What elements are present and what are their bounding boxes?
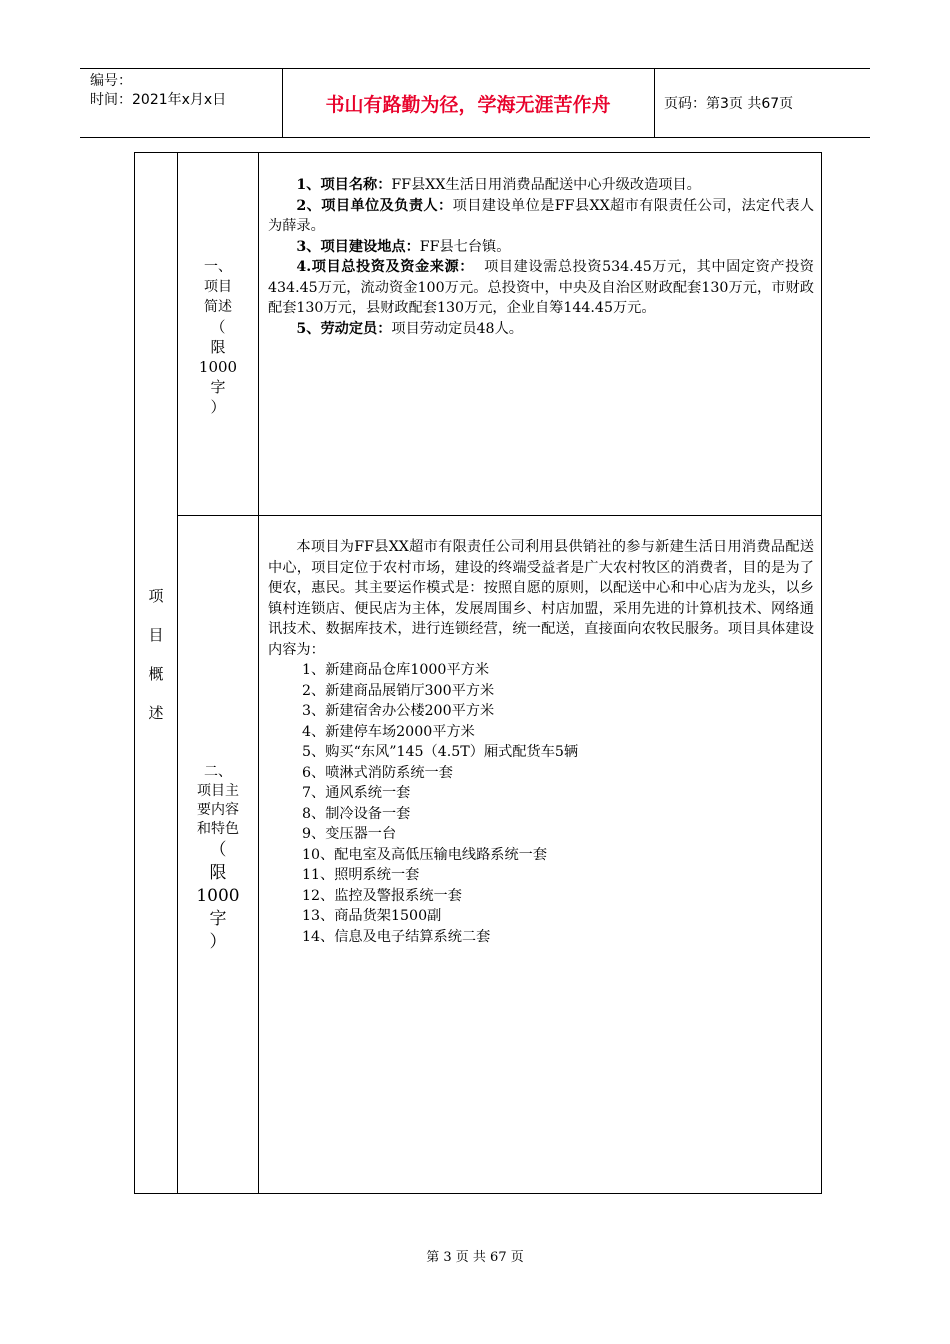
list-item: 9、变压器一台	[302, 826, 397, 842]
section2-label-line: 二、	[204, 764, 232, 780]
item-text: 项目建设需总投资534.45万元，其中固定资产投资434.45万元，流动资金100万元。总投资中，中央及自治区财政配套130万元，市财政配套130万元，县财政配套130万元，企业自筹144.45万元。	[268, 259, 814, 316]
section1-limit-line: ）	[210, 398, 226, 416]
side-label-char: 项	[148, 587, 164, 605]
list-item: 1、新建商品仓库1000平方米	[302, 662, 490, 678]
section2-label	[178, 763, 258, 954]
section1-content	[268, 175, 814, 339]
section1-label	[178, 257, 258, 417]
construction-list	[268, 660, 814, 947]
section2-content	[268, 537, 814, 947]
item-text: 项目劳动定员48人。	[391, 320, 523, 337]
section2-label-line: 和特色	[197, 821, 239, 837]
header-divider	[654, 69, 655, 137]
project-staffing-item	[268, 319, 814, 340]
section2-limit-line: ）	[209, 932, 227, 952]
item-text: 项目建设单位是FF县XX超市有限责任公司，法定代表人为薛录。	[268, 197, 815, 234]
section1-limit-line: 限	[210, 338, 226, 356]
section1-label-line: 项目	[204, 279, 232, 295]
project-investment-item	[268, 257, 814, 319]
table-row-divider	[177, 515, 821, 516]
item-title: 2、项目单位及负责人：	[296, 197, 453, 214]
side-label-project-overview	[135, 577, 177, 733]
list-item: 7、通风系统一套	[302, 785, 411, 801]
project-overview-table	[134, 152, 822, 1194]
list-item: 4、新建停车场2000平方米	[302, 723, 475, 740]
section1-limit-line: 1000	[198, 358, 238, 376]
list-item: 3、新建宿舍办公楼200平方米	[302, 703, 495, 719]
list-item: 13、商品货架1500副	[302, 908, 442, 924]
list-item: 5、购买“东风”145（4.5T）厢式配货车5辆	[302, 744, 579, 760]
item-title: 4.项目总投资及资金来源：	[296, 259, 474, 275]
item-title: 5、劳动定员：	[296, 320, 392, 337]
header-page-info: 页码：第3页 共67页	[664, 96, 794, 112]
section2-limit-line: （	[209, 840, 227, 860]
project-name-item	[268, 175, 814, 196]
list-item: 10、配电室及高低压输电线路系统一套	[302, 846, 548, 863]
project-unit-item	[268, 196, 814, 237]
list-item: 2、新建商品展销厅300平方米	[302, 682, 495, 699]
section1-limit-line: （	[210, 318, 226, 336]
list-item: 8、制冷设备一套	[302, 805, 411, 822]
document-date: 时间：2021年x月x日	[90, 92, 227, 108]
section1-label-line: 一、	[204, 259, 232, 275]
table-column-divider	[258, 153, 259, 1193]
section2-label-line: 要内容	[197, 802, 239, 818]
list-item: 14、信息及电子结算系统二套	[302, 928, 491, 945]
list-item: 6、喷淋式消防系统一套	[302, 764, 453, 781]
document-number-label: 编号：	[90, 73, 132, 89]
page-header	[80, 68, 870, 138]
header-motto: 书山有路勤为径，学海无涯苦作舟	[325, 93, 611, 116]
side-label-char: 概	[148, 665, 164, 683]
side-label-char: 述	[148, 704, 164, 722]
header-meta	[90, 72, 226, 110]
side-label-char: 目	[148, 626, 164, 644]
item-text: FF县XX生活日用消费品配送中心升级改造项目。	[391, 177, 701, 193]
list-item: 12、监控及警报系统一套	[302, 887, 462, 904]
section1-limit-line: 字	[210, 378, 226, 396]
section1-label-line: 简述	[204, 299, 232, 315]
item-title: 1、项目名称：	[296, 177, 392, 193]
page-footer: 第 3 页 共 67 页	[426, 1250, 524, 1265]
item-title: 3、项目建设地点：	[296, 238, 420, 255]
section2-limit-line: 1000	[196, 886, 240, 906]
section2-limit-line: 字	[209, 909, 227, 929]
section2-label-line: 项目主	[197, 783, 239, 799]
item-text: FF县七台镇。	[419, 238, 511, 255]
section2-intro: 本项目为FF县XX超市有限责任公司利用县供销社的参与新建生活日用消费品配送中心，项目定位于农村市场，建设的终端受益者是广大农村牧区的消费者，目的是为了便农，惠民。其主要运作模式是：按照自愿的原则，以配送中心和中心店为龙头，以乡镇村连锁店、便民店为主体，发展周围乡、村店加盟，采用先进的计算机技术、网络通讯技术、数据库技术，进行连锁经营，统一配送，直接面向农牧民服务。项目具体建设内容为：	[268, 539, 814, 658]
section2-limit-line: 限	[209, 863, 227, 883]
project-location-item	[268, 237, 814, 258]
list-item: 11、照明系统一套	[302, 867, 420, 883]
